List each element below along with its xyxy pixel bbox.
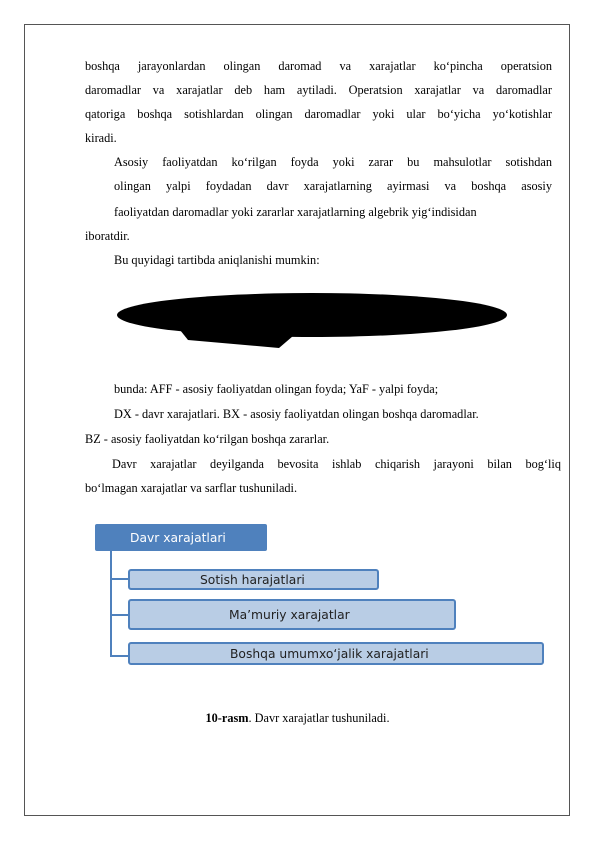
paragraph-line: faoliyatdan daromadlar yoki zararlar xarajatlarning algebrik yig‘indisidan bbox=[114, 205, 477, 219]
diagram-child-box: Sotish harajatlari bbox=[128, 569, 379, 590]
paragraph-line: iboratdir. bbox=[85, 229, 130, 243]
paragraph-line: bo‘lmagan xarajatlar va sarflar tushuniladi. bbox=[85, 481, 298, 495]
diagram-branch-line bbox=[110, 655, 128, 657]
caption-text: . Davr xarajatlar tushuniladi. bbox=[248, 711, 390, 725]
diagram-trunk-line bbox=[110, 551, 112, 657]
diagram-child-box: Boshqa umumxo‘jalik xarajatlari bbox=[128, 642, 544, 665]
caption-label: 10-rasm bbox=[205, 711, 249, 725]
paragraph-line: olingan yalpi foydadan davr xarajatlarning ayirmasi va boshqa asosiy bbox=[114, 179, 552, 193]
paragraph-line: Asosiy faoliyatdan ko‘rilgan foyda yoki zarar bu mahsulotlar sotishdan bbox=[114, 155, 552, 169]
paragraph-line: qatoriga boshqa sotishlardan olingan daromadlar yoki ular bo‘yicha yo‘kotishlar bbox=[85, 107, 552, 121]
paragraph-line: Davr xarajatlar deyilganda bevosita ishlab chiqarish jarayoni bilan bog‘liq bbox=[112, 457, 561, 471]
legend-line: bunda: AFF - asosiy faoliyatdan olingan foyda; YaF - yalpi foyda; bbox=[114, 382, 439, 396]
legend-line: DX - davr xarajatlari. BX - asosiy faoliyatdan olingan boshqa daromadlar. bbox=[114, 407, 479, 421]
diagram-child-box: Ma’muriy xarajatlar bbox=[128, 599, 456, 630]
paragraph-line: kiradi. bbox=[85, 131, 117, 145]
diagram-branch-line bbox=[110, 614, 128, 616]
paragraph-line: Bu quyidagi tartibda aniqlanishi mumkin: bbox=[114, 253, 320, 267]
diagram-branch-line bbox=[110, 578, 128, 580]
paragraph-line: boshqa jarayonlardan olingan daromad va xarajatlar ko‘pincha operatsion bbox=[85, 59, 552, 73]
paragraph-line: daromadlar va xarajatlar deb ham aytiladi. Operatsion xarajatlar va daromadlar bbox=[85, 83, 552, 97]
diagram-root-box: Davr xarajatlari bbox=[95, 524, 267, 551]
legend-line: BZ - asosiy faoliyatdan ko‘rilgan boshqa zararlar. bbox=[85, 432, 330, 446]
figure-caption bbox=[0, 711, 595, 726]
